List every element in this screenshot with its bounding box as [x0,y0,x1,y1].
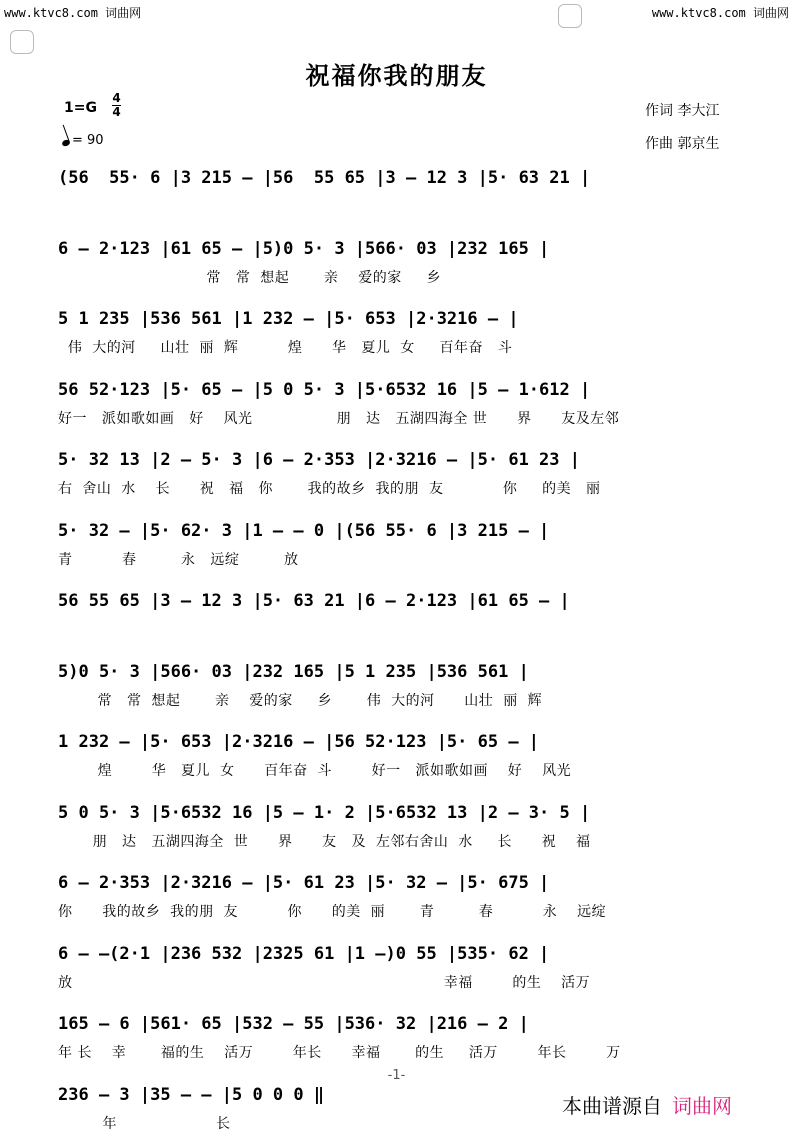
lyrics: 年 长 [58,1115,231,1132]
time-signature-top: 4 [112,91,121,105]
score-line [58,1014,728,1066]
notation: (56 55· 6 |3 215 – |56 55 65 |3 – 12 3 |5· 63 21 | [58,168,591,188]
score-line [58,591,728,643]
lyricist: 作词 李大江 [645,103,720,119]
score-line [58,873,728,925]
lyrics: 年 长 幸 福的生 活万 年长 幸福 的生 活万 年长 万 [58,1045,621,1061]
score-line [58,450,728,502]
logo-icon-left [10,30,34,54]
source-prefix: 本曲谱源自 [562,1094,662,1118]
notation: 165 – 6 |561· 65 |532 – 55 |536· 32 |216 – 2 | [58,1014,529,1034]
score-line [58,380,728,432]
notation: 5)0 5· 3 |566· 03 |232 165 |5 1 235 |536 561 | [58,661,529,682]
score-line [58,662,728,714]
tempo-value: = 90 [72,133,104,148]
lyrics: 常 常 想起 亲 爱的家 乡 [58,269,441,286]
notation: 6 – –(2·1 |236 532 |2325 61 |1 –)0 55 |535· 62 | [58,943,550,964]
notation: 5 0 5· 3 |5·6532 16 |5 – 1· 2 |5·6532 13 |2 – 3· 5 | [58,802,591,823]
lyrics: 青 春 永 远绽 放 [58,551,299,568]
notation: 236 – 3 |35 – – |5 0 0 0 ‖ [58,1084,325,1105]
score-line [58,309,728,361]
lyrics: 煌 华 夏儿 女 百年奋 斗 好一 派如歌如画 好 风光 [58,763,572,779]
key-signature: 1=G [64,100,97,116]
lyrics: 好一 派如歌如画 好 风光 朋 达 五湖四海全 世 界 友及左邻 [58,410,620,427]
score-line [58,732,728,784]
song-title: 祝福你我的朋友 [305,62,488,90]
notation: 6 – 2·353 |2·3216 – |5· 61 23 |5· 32 – |5· 675 | [58,873,550,893]
lyrics: 朋 达 五湖四海全 世 界 友 及 左邻右舍山 水 长 祝 福 [58,833,591,850]
score-line [58,168,728,220]
lyrics: 右 舍山 水 长 祝 福 你 我的故乡 我的朋 友 你 的美 丽 [58,481,601,497]
source-credit [562,1090,732,1119]
watermark-left: www.ktvc8.com 词曲网 [4,6,142,20]
composer: 作曲 郭京生 [645,136,720,152]
notation: 56 55 65 |3 – 12 3 |5· 63 21 |6 – 2·123 |61 65 – | [58,591,570,611]
score-line [58,521,728,573]
notation: 5· 32 13 |2 – 5· 3 |6 – 2·353 |2·3216 – |5· 61 23 | [58,450,580,470]
score-line [58,803,728,855]
quarter-note-icon [61,139,71,147]
time-signature-bottom: 4 [112,105,121,119]
source-brand: 词曲网 [672,1094,732,1118]
time-signature [112,92,121,119]
notation: 56 52·123 |5· 65 – |5 0 5· 3 |5·6532 16 |5 – 1·612 | [58,379,591,400]
tempo-marking [62,133,104,148]
page-number: -1- [387,1068,406,1083]
lyrics: 你 我的故乡 我的朋 友 你 的美 丽 青 春 永 远绽 [58,904,607,920]
score-line [58,944,728,996]
lyrics: 常 常 想起 亲 爱的家 乡 伟 大的河 山壮 丽 辉 [58,692,543,709]
notation: 5 1 235 |536 561 |1 232 – |5· 653 |2·3216 – | [58,309,519,329]
notation: 5· 32 – |5· 62· 3 |1 – – 0 |(56 55· 6 |3 215 – | [58,520,550,541]
logo-icon-right [558,4,582,28]
lyrics: 伟 大的河 山壮 丽 辉 煌 华 夏儿 女 百年奋 斗 [58,340,513,356]
watermark-right: www.ktvc8.com 词曲网 [651,6,789,20]
notation: 1 232 – |5· 653 |2·3216 – |56 52·123 |5· 65 – | [58,732,540,752]
lyrics: 放 幸福 的生 活万 [58,974,591,991]
score-line [58,239,728,291]
notation: 6 – 2·123 |61 65 – |5)0 5· 3 |566· 03 |232 165 | [58,238,550,259]
